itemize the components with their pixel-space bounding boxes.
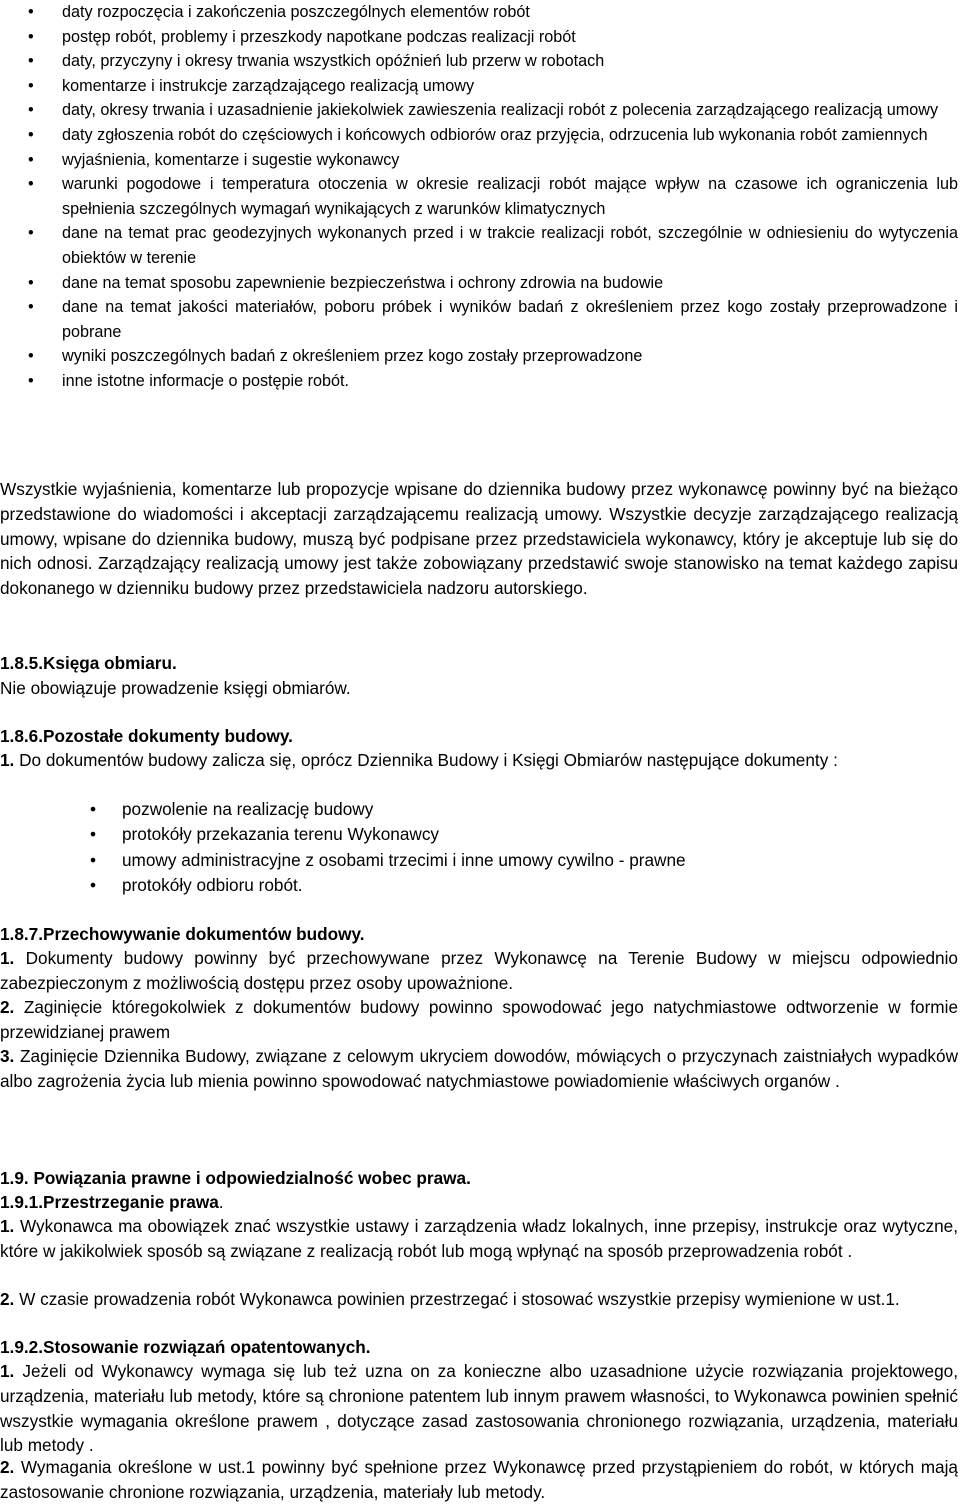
bullet-list-other-documents [90,797,850,899]
list-item: • daty rozpoczęcia i zakończenia poszczególnych elementów robót [28,0,958,25]
list-item: • umowy administracyjne z osobami trzecimi i inne umowy cywilno - prawne [90,848,850,873]
list-item: • daty, okresy trwania i uzasadnienie jakiekolwiek zawieszenia realizacji robót z polecenia zarządzającego realizacją umowy [28,98,958,123]
section-1-9-heading: 1.9. Powiązania prawne i odpowiedzialność wobec prawa. [0,1168,471,1188]
section-1-8-7-item-1: 1. Dokumenty budowy powinny być przechowywane przez Wykonawcę na Terenie Budowy w miejscu odpowiednio zabezpieczonym z możliwością dostępu przez osoby upoważnione. [0,948,958,993]
bullet-icon: • [28,52,34,71]
bullet-icon: • [90,875,97,896]
list-item: • komentarze i instrukcje zarządzającego realizacją umowy [28,74,958,99]
section-1-9-1-item-1: 1. Wykonawca ma obowiązek znać wszystkie ustawy i zarządzenia władz lokalnych, inne przepisy, instrukcje oraz wytyczne, które w jakikolwiek sposób są związane z realizacją robót lub mogą wpłynąć na sposób przeprowadzenia robót . [0,1216,958,1261]
bullet-icon: • [28,298,34,317]
bullet-icon: • [28,175,34,194]
section-1-8-5-text: Nie obowiązuje prowadzenie księgi obmiarów. [0,678,351,698]
paragraph-diary-decisions: Wszystkie wyjaśnienia, komentarze lub propozycje wpisane do dziennika budowy przez wykonawcę powinny być na bieżąco przedstawione do wiadomości i akceptacji zarządzającemu realizacją umowy. Wszystkie decyzje zarządzającego realizacją umowy, wpisane do dziennika budowy, muszą być podpisane przez przedstawiciela wykonawcy, który je akceptuje lub się do nich odnosi. Zarządzający realizacją umowy jest także zobowiązany przedstawić swoje stanowisko na temat każdego zapisu dokonanego w dzienniku budowy przez przedstawiciela nadzoru autorskiego. [0,479,958,599]
bullet-icon: • [28,27,34,46]
list-item: • protokóły odbioru robót. [90,873,850,898]
bullet-icon: • [28,224,34,243]
section-1-8-6-heading: 1.8.6.Pozostałe dokumenty budowy. [0,726,293,746]
bullet-icon: • [28,125,34,144]
bullet-icon: • [90,799,97,819]
list-item: • postęp robót, problemy i przeszkody napotkane podczas realizacji robót [28,25,958,50]
section-1-9-2-item-1: 1. Jeżeli od Wykonawcy wymaga się lub też uzna on za konieczne albo uzasadnione użycie rozwiązania projektowego, urządzenia, materiału lub metody, które są chronione patentem lub innym prawem własności, to Wykonawca powinien spełnić wszystkie wymagania określone prawem , dotyczące zasad zastosowania chronionego rozwiązania, urządzenia, materiału lub metody . [0,1361,958,1456]
list-item: • daty zgłoszenia robót do częściowych i końcowych odbiorów oraz przyjęcia, odrzucenia lub wykonania robót zamiennych [28,123,958,148]
bullet-icon: • [28,371,34,390]
list-item: • wyniki poszczególnych badań z określeniem przez kogo zostały przeprowadzone [28,344,958,369]
section-1-8-7-item-3: 3. Zaginięcie Dziennika Budowy, związane z celowym ukryciem dowodów, mówiących o przyczynach zaistniałych wypadków albo zagrożenia życia lub mienia powinno spowodować natychmiastowe powiadomienie właściwych organów . [0,1046,958,1091]
list-item: • daty, przyczyny i okresy trwania wszystkich opóźnień lub przerw w robotach [28,49,958,74]
bullet-icon: • [28,3,34,21]
section-1-9-1-item-2: 2. W czasie prowadzenia robót Wykonawca powinien przestrzegać i stosować wszystkie przepisy wymienione w ust.1. [0,1289,900,1309]
section-1-8-5-heading: 1.8.5.Księga obmiaru. [0,653,177,673]
bullet-icon: • [90,824,97,845]
bullet-icon: • [28,150,34,169]
bullet-icon: • [90,849,97,870]
bullet-icon: • [28,273,34,292]
list-item: • warunki pogodowe i temperatura otoczenia w okresie realizacji robót mające wpływ na czasowe ich ograniczenia lub spełnienia szczególnych wymagań wynikających z warunków klimatycznych [28,172,958,221]
section-1-9-2-item-2: 2. Wymagania określone w ust.1 powinny być spełnione przez Wykonawcę przed przystąpieniem do robót, w których mają zastosowanie chronione rozwiązania, urządzenia, materiały lub metody. [0,1457,958,1502]
list-item: • inne istotne informacje o postępie robót. [28,369,958,394]
list-item: • dane na temat prac geodezyjnych wykonanych przed i w trakcie realizacji robót, szczególnie w odniesieniu do wytyczenia obiektów w terenie [28,221,958,270]
bullet-icon: • [28,76,34,95]
list-item: • wyjaśnienia, komentarze i sugestie wykonawcy [28,148,958,173]
bullet-icon: • [28,347,34,366]
section-1-8-7-heading: 1.8.7.Przechowywanie dokumentów budowy. [0,924,365,944]
section-1-9-2-heading: 1.9.2.Stosowanie rozwiązań opatentowanych. [0,1337,371,1357]
section-1-8-7-item-2: 2. Zaginięcie któregokolwiek z dokumentów budowy powinno spowodować jego natychmiastowe odtworzenie w formie przewidzianej prawem [0,997,958,1042]
section-1-8-6-intro: 1. Do dokumentów budowy zalicza się, oprócz Dziennika Budowy i Księgi Obmiarów następujące dokumenty : [0,750,838,770]
list-item: • dane na temat jakości materiałów, poboru próbek i wyników badań z określeniem przez kogo zostały przeprowadzone i pobrane [28,295,958,344]
list-item: • protokóły przekazania terenu Wykonawcy [90,822,850,847]
bullet-list-diary-contents [28,0,958,394]
list-item: • dane na temat sposobu zapewnienie bezpieczeństwa i ochrony zdrowia na budowie [28,271,958,296]
bullet-icon: • [28,101,34,120]
section-1-9-1-heading: 1.9.1.Przestrzeganie prawa. [0,1192,224,1212]
list-item: • pozwolenie na realizację budowy [90,797,850,822]
